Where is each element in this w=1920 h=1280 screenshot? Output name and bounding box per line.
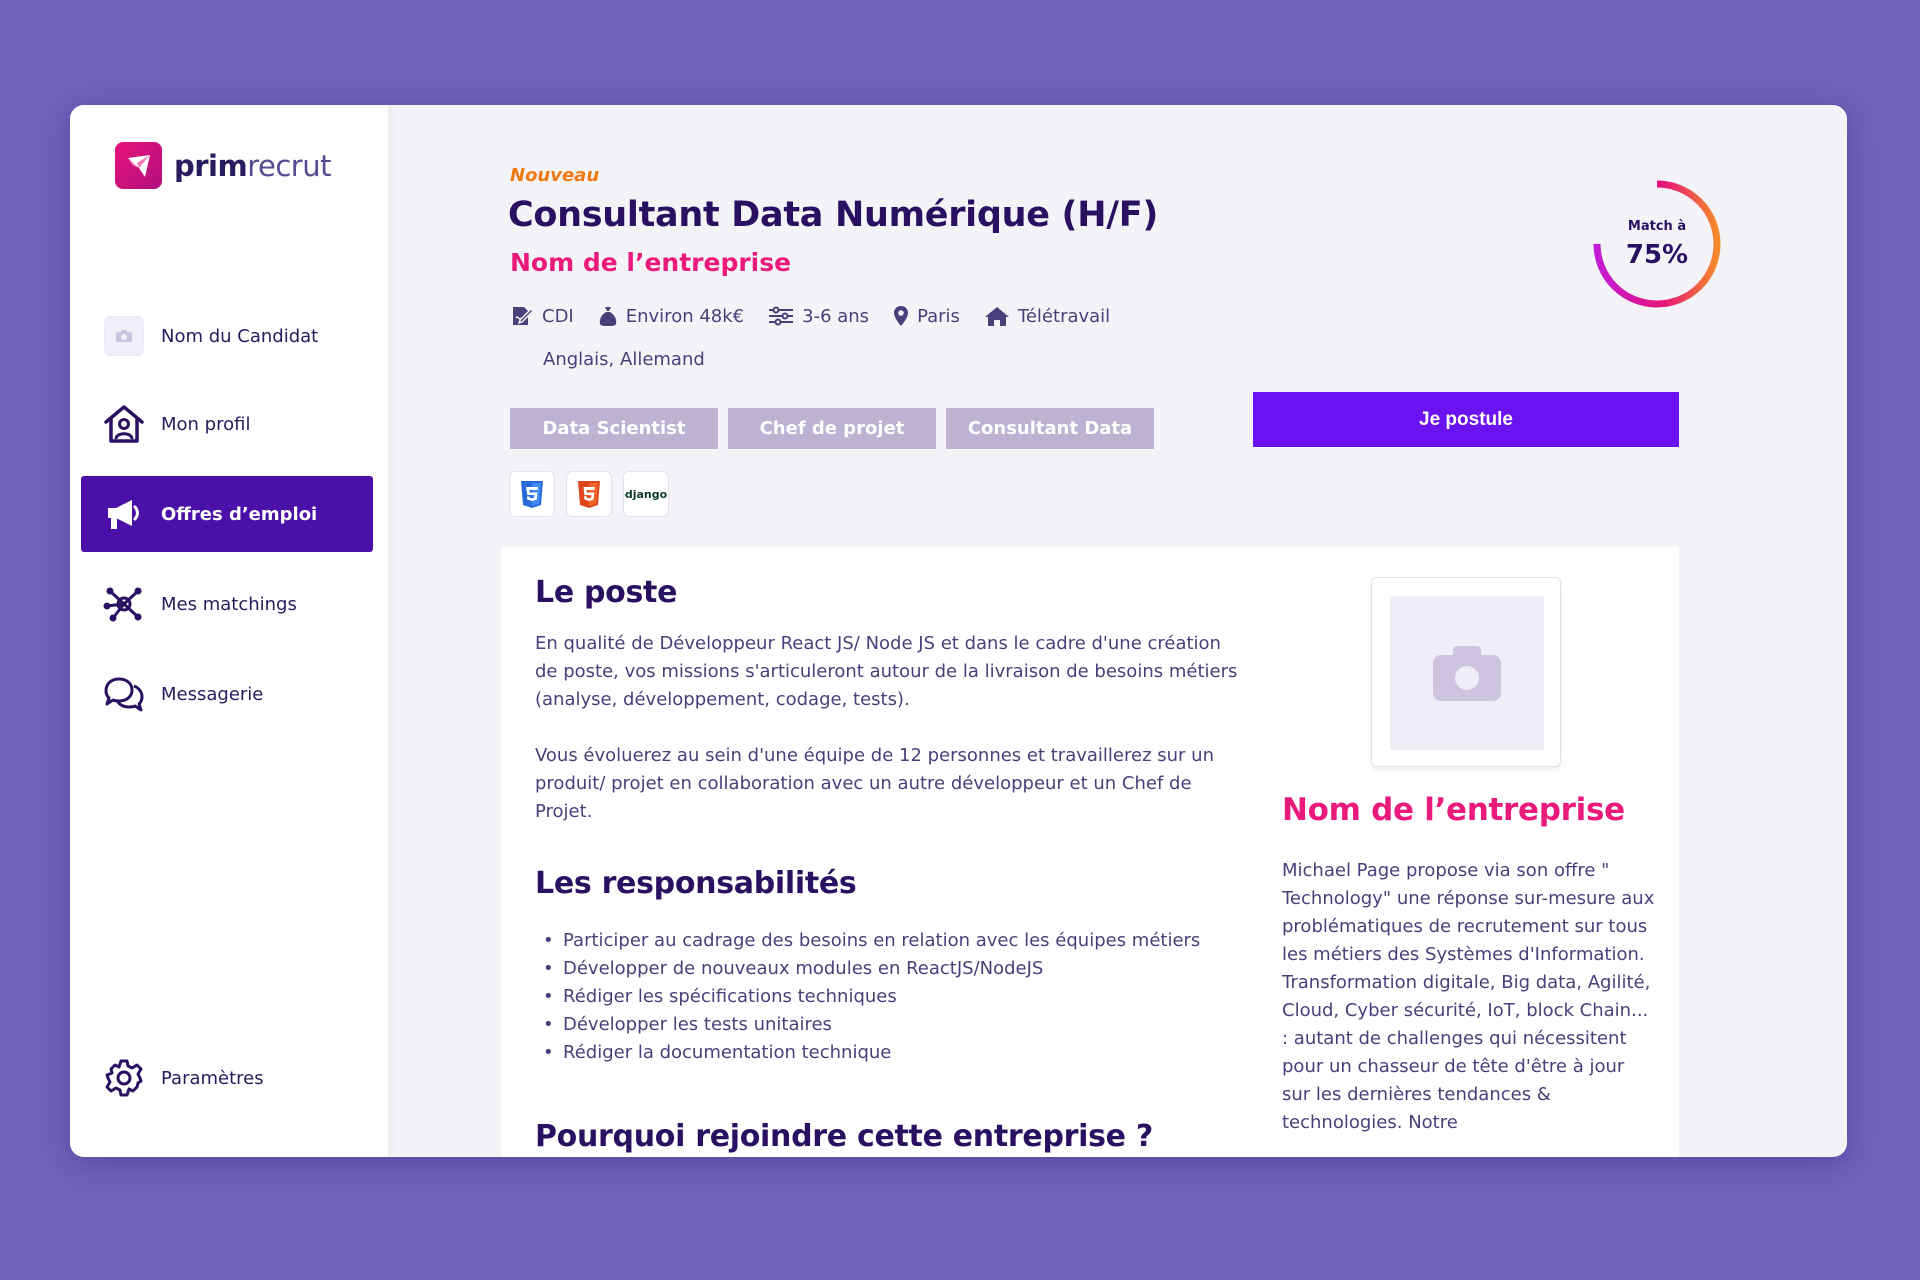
company-card-name: Nom de l’entreprise <box>1282 792 1625 828</box>
sidebar-item-candidate[interactable] <box>81 298 373 374</box>
meta-salary-label: Environ 48k€ <box>625 305 745 327</box>
sidebar-item-label: Offres d’emploi <box>161 503 318 525</box>
candidate-name: Nom du Candidat <box>161 325 319 347</box>
gear-icon <box>101 1055 147 1101</box>
html5-icon <box>566 471 612 517</box>
css3-icon <box>509 471 555 517</box>
contract-icon <box>510 305 534 327</box>
sidebar-item-settings[interactable] <box>81 1040 373 1116</box>
job-meta <box>510 305 1134 327</box>
home-user-icon <box>101 401 147 447</box>
brand-name-light: recrut <box>247 148 331 183</box>
home-icon <box>984 305 1010 327</box>
match-label: Match à <box>1627 219 1687 234</box>
brand-name-bold: prim <box>174 148 248 183</box>
meta-remote-label: Télétravail <box>1017 305 1111 327</box>
job-description-card <box>501 547 1280 1157</box>
meta-experience <box>768 306 869 327</box>
app-window <box>70 105 1847 1157</box>
sidebar-item-label: Mes matchings <box>161 593 297 615</box>
brand-logo[interactable] <box>115 142 331 189</box>
meta-location-label: Paris <box>917 305 960 327</box>
list-item: • Rédiger la documentation technique <box>543 1039 1246 1067</box>
camera-icon <box>115 329 133 343</box>
match-gauge <box>1591 178 1723 310</box>
poste-paragraph: En qualité de Développeur React JS/ Node JS et dans le cadre d'une création de poste, vos missions s'articuleront autour de la livraison de besoins métiers (analyse, développement, codage, tests). <box>535 633 1238 710</box>
money-bag-icon <box>598 305 618 327</box>
camera-icon <box>1431 643 1503 703</box>
meta-location <box>893 305 960 327</box>
meta-contract <box>510 305 574 327</box>
sliders-icon <box>768 306 794 326</box>
list-item: • Développer de nouveaux modules en ReactJS/NodeJS <box>543 955 1246 983</box>
list-item: • Participer au cadrage des besoins en relation avec les équipes métiers <box>543 927 1246 955</box>
brand-name <box>174 149 331 183</box>
list-item: • Rédiger les spécifications techniques <box>543 983 1246 1011</box>
company-logo <box>1371 577 1561 767</box>
meta-experience-label: 3-6 ans <box>802 305 870 327</box>
company-logo-placeholder <box>1390 596 1544 750</box>
meta-salary <box>598 305 744 327</box>
job-detail <box>388 105 1847 1157</box>
job-tags <box>510 408 1164 449</box>
tech-stack <box>509 471 680 517</box>
tag-chip: Consultant Data <box>946 408 1154 449</box>
sidebar-item-profile[interactable] <box>81 386 373 462</box>
avatar <box>104 316 144 356</box>
location-pin-icon <box>893 305 909 327</box>
section-title-why-join: Pourquoi rejoindre cette entreprise ? <box>535 1119 1153 1154</box>
meta-remote <box>984 305 1110 327</box>
poste-paragraph: Vous évoluerez au sein d'une équipe de 12 personnes et travaillerez sur un produit/ projet en collaboration avec un autre développeur et un Chef de Projet. <box>535 745 1214 822</box>
sidebar <box>70 105 388 1157</box>
sidebar-item-jobs[interactable] <box>81 476 373 552</box>
chat-bubbles-icon <box>101 671 147 717</box>
logo-mark-icon <box>115 142 162 189</box>
candidate-avatar-wrap <box>101 313 147 359</box>
match-value: 75% <box>1625 240 1689 270</box>
sidebar-item-label: Messagerie <box>161 683 264 705</box>
sidebar-item-matchings[interactable] <box>81 566 373 642</box>
sidebar-item-label: Paramètres <box>161 1067 264 1089</box>
job-title: Consultant Data Numérique (H/F) <box>508 195 1159 235</box>
meta-contract-label: CDI <box>542 305 574 327</box>
apply-button[interactable]: Je postule <box>1253 392 1679 447</box>
django-icon <box>623 471 669 517</box>
megaphone-icon <box>101 491 147 537</box>
network-icon <box>101 581 147 627</box>
company-card-description: Michael Page propose via son offre " Technology" une réponse sur-mesure aux problématiques de recrutement sur tous les métiers des Systèmes d'Information. Transformation digitale, Big data, Agilité, Cloud, Cyber sécurité, IoT, block Chain... : autant de challenges qui nécessitent pour un chasseur de tête d'être à jour sur les dernières tendances & technologies. Notre <box>1282 860 1655 1133</box>
meta-languages: Anglais, Allemand <box>543 349 705 370</box>
company-link[interactable]: Nom de l’entreprise <box>510 248 792 277</box>
sidebar-item-messages[interactable] <box>81 656 373 732</box>
company-card <box>1253 547 1679 1157</box>
section-title-poste: Le poste <box>535 575 678 610</box>
tag-chip: Data Scientist <box>510 408 718 449</box>
sidebar-item-label: Mon profil <box>161 413 251 435</box>
new-badge: Nouveau <box>510 165 600 186</box>
responsibilities-list <box>535 927 1246 1067</box>
tag-chip: Chef de projet <box>728 408 936 449</box>
section-title-responsibilities: Les responsabilités <box>535 866 857 901</box>
django-label: django <box>624 487 668 501</box>
list-item: • Développer les tests unitaires <box>543 1011 1246 1039</box>
